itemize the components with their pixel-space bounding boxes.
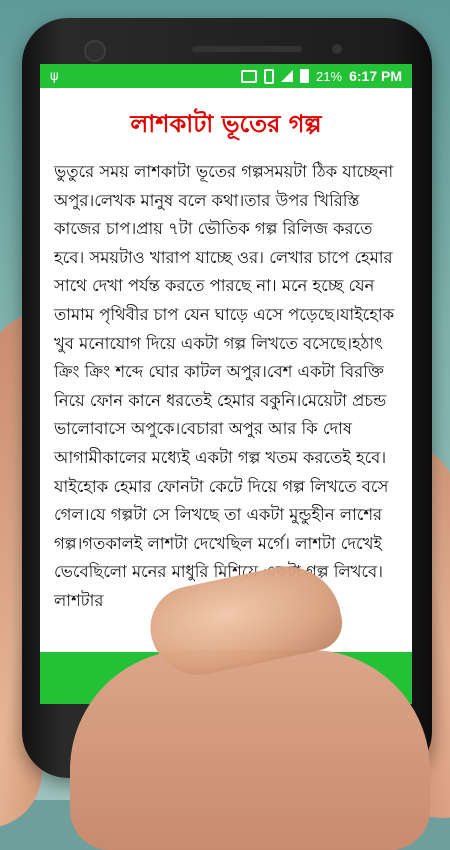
signal-icon [281,70,293,82]
cast-icon [241,70,257,83]
usb-icon: ψ [50,69,59,84]
palm [70,650,430,850]
status-bar [40,64,412,88]
battery-charging-icon [300,69,309,83]
earpiece-speaker [192,46,302,52]
battery-percent: 21% [316,68,343,84]
vibrate-icon [264,69,274,84]
article-body: ভুতুরে সময় লাশকাটা ভূতের গল্পসময়টা ঠিক যাচ্ছেনা অপুর।লেখক মানুষ বলে কথা।তার উপর খিরিস্তি কাজের চাপ।প্রায় ৭টা ভৌতিক গল্প রিলিজ করতে হবে। সময়টাও খারাপ যাচ্ছে ওর। লেখার চাপে হেমার সাথে দেখা পর্যন্ত করতে পারছে না। মনে হচ্ছে যেন তামাম পৃথিবীর চাপ যেন ঘাড়ে এসে পড়েছে।যাইহোক খুব মনোযোগ দিয়ে একটা গল্প লিখতে বসেছে।হঠাৎ ক্রিং ক্রিং শব্দে ঘোর কাটল অপুর।বেশ একটা বিরক্তি নিয়ে ফোন কানে ধরতেই হেমার বকুনি।মেয়েটা প্রচন্ড ভালোবাসে অপুকে।বেচারা অপুর আর কি দোষ আগামীকালের মধ্যেই একটা গল্প খতম করতেই হবে। যাইহোক হেমার ফোনটা কেটে দিয়ে গল্প লিখতে বসে গেল।যে গল্পটা সে লিখছে তা একটা মুন্ডুহীন লাশের গল্প।গতকালই লাশটা দেখেছিল মর্গে। লাশটা দেখেই ভেবেছিলো মনের মাধুরি মিশিয়ে একটা গল্প লিখবে। লাশটার [54,162,395,610]
proximity-sensor [332,44,342,54]
status-time: 6:17 PM [349,68,402,84]
front-camera [84,40,106,62]
article-title: লাশকাটা ভূতের গল্প [130,110,322,138]
article-container[interactable] [40,88,412,616]
